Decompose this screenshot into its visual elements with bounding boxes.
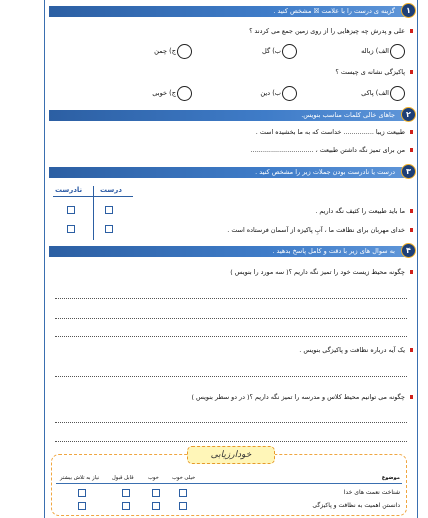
answer-line[interactable] (55, 422, 407, 423)
checkbox-false-1[interactable] (67, 206, 75, 214)
self-assessment-box (51, 450, 407, 516)
rubric-level-2: خوب (148, 475, 159, 481)
answer-line[interactable] (55, 298, 407, 299)
answer-line[interactable] (55, 441, 407, 442)
rubric-rule (56, 483, 402, 484)
option-label: الف) پاکی (361, 89, 389, 97)
section-4-number: ۴ (401, 243, 416, 258)
section-1-header (49, 6, 409, 17)
rubric-row-2: دانستن اهمیت به نظافت و پاکیزگی (312, 502, 400, 509)
section-4-header (49, 246, 409, 257)
option-circle[interactable] (177, 86, 192, 101)
checkbox-true-1[interactable] (105, 206, 113, 214)
answer-line[interactable] (55, 318, 407, 319)
option-label: الف) زباله (361, 47, 389, 55)
column-false: نادرست (55, 186, 83, 194)
rubric-checkbox[interactable] (122, 502, 130, 510)
fill-blank-2: من برای تمیز نگه داشتن طبیعت ، ............................... (250, 146, 405, 154)
section-4-title: به سوال های زیر با دقت و کامل پاسخ بدهید . (272, 247, 395, 255)
rubric-checkbox[interactable] (152, 502, 160, 510)
rubric-checkbox[interactable] (78, 489, 86, 497)
option-label: ب) گل (261, 47, 281, 55)
rubric-row-1: شناخت نعمت های خدا (343, 489, 400, 496)
fill-blank-1: طبیعت زیبا ............... خداست که به ما بخشیده است . (255, 128, 405, 136)
section-2-title: جاهای خالی کلمات مناسب بنویس. (301, 111, 395, 119)
question-4-2: یک آیه درباره نظافت و پاکیزگی بنویس . (299, 346, 405, 354)
option-circle[interactable] (282, 86, 297, 101)
option-label: ب) دین (260, 89, 281, 97)
question-1-2: پاکیزگی نشانه ی چیست ؟ (335, 68, 405, 76)
section-2-header (49, 110, 409, 121)
section-3-number: ۳ (401, 164, 416, 179)
rubric-level-3: قابل قبول (112, 475, 134, 481)
section-1-title: گزینه ی درست را با علامت ☒ مشخص کنید . (273, 7, 395, 15)
self-assessment-badge: خودارزیابی (187, 446, 275, 464)
worksheet-page (44, 0, 418, 518)
statement-2: خدای مهربان برای نظافت ما ، آبِ پاکیزه از آسمان فرستاده است . (227, 226, 405, 234)
checkbox-false-2[interactable] (67, 225, 75, 233)
option-circle[interactable] (390, 86, 405, 101)
section-2-number: ۲ (401, 107, 416, 122)
rubric-checkbox[interactable] (179, 489, 187, 497)
option-circle[interactable] (282, 44, 297, 59)
option-label: ج) خوبی (152, 89, 176, 97)
answer-line[interactable] (55, 336, 407, 337)
column-true: درست (100, 186, 122, 194)
option-circle[interactable] (390, 44, 405, 59)
rubric-checkbox[interactable] (78, 502, 86, 510)
rubric-topic-header: موضوع (381, 475, 400, 481)
question-4-1: چگونه محیط زیست خود را تمیز نگه داریم ؟( سه مورد را بنویس ) (230, 268, 405, 276)
rubric-checkbox[interactable] (152, 489, 160, 497)
section-1-number: ۱ (401, 3, 416, 18)
question-4-3: چگونه می توانیم محیط کلاس و مدرسه را تمیز نگه داریم ؟( در دو سطر بنویس ) (191, 393, 405, 401)
section-3-title: درست یا نادرست بودن جملات زیر را مشخص کنید . (255, 168, 395, 176)
checkbox-true-2[interactable] (105, 225, 113, 233)
option-label: ج) چمن (154, 47, 176, 55)
answer-line[interactable] (55, 376, 407, 377)
question-1-1: علی و پدرش چه چیزهایی را از روی زمین جمع می کردند ؟ (249, 27, 405, 35)
option-circle[interactable] (177, 44, 192, 59)
statement-1: ما باید طبیعت را کثیف نگه داریم . (315, 207, 405, 215)
rubric-checkbox[interactable] (122, 489, 130, 497)
table-divider (93, 186, 94, 240)
rubric-checkbox[interactable] (179, 502, 187, 510)
rubric-level-4: نیاز به تلاش بیشتر (60, 475, 100, 481)
rubric-level-1: خیلی خوب (172, 475, 196, 481)
section-3-header (49, 167, 409, 178)
